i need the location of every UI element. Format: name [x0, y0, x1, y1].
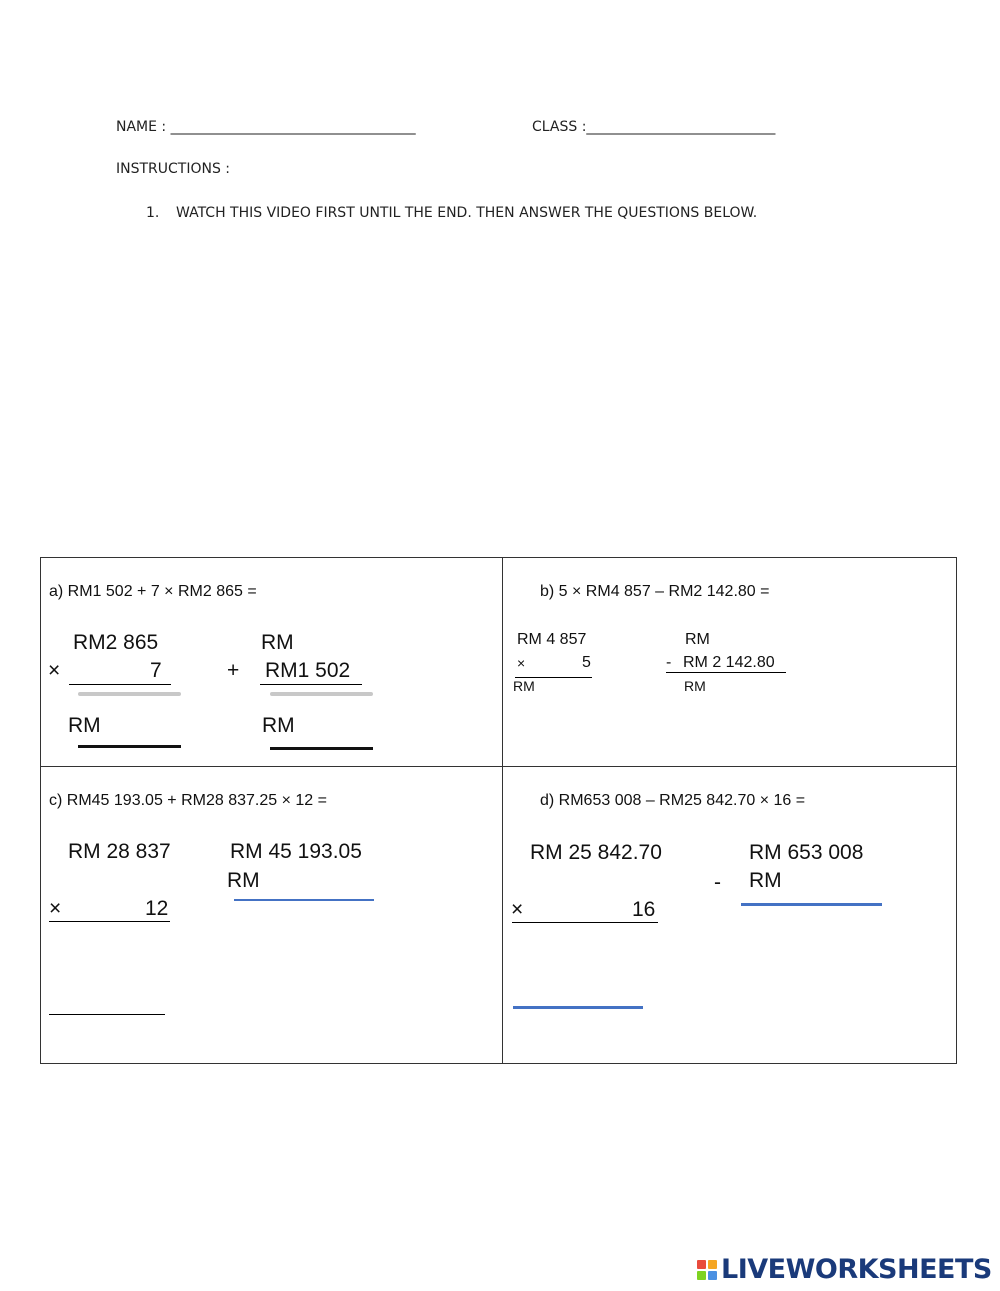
liveworksheets-logo	[697, 1254, 992, 1285]
question-a-mult-factor: 7	[150, 659, 162, 682]
question-b-mult-operator: ×	[517, 655, 526, 671]
question-b-sub-underline	[666, 672, 786, 673]
logo-square-blue	[708, 1271, 717, 1280]
question-b-sub-top: RM	[685, 631, 710, 648]
question-a-mult-answer-box[interactable]	[78, 692, 181, 696]
question-d-mult-underline	[512, 922, 658, 923]
question-grid	[40, 557, 957, 1064]
question-b-sub-operator: -	[666, 654, 672, 671]
question-a-mult-result: RM	[68, 714, 101, 737]
question-d-mult-operator: ×	[511, 898, 524, 921]
question-a-add-answer-box[interactable]	[270, 692, 373, 696]
instruction-1-number: 1.	[146, 205, 160, 221]
question-a-mult-result-line	[78, 745, 181, 748]
name-field-label: NAME : ___________________________________	[116, 119, 416, 135]
question-b-sub-result[interactable]: RM	[684, 678, 706, 694]
class-field-label: CLASS :___________________________	[532, 119, 776, 135]
grid-vertical-divider	[502, 557, 503, 1064]
question-a-add-operator: +	[227, 659, 240, 682]
question-d-mult-answer-line[interactable]	[513, 1006, 643, 1009]
question-c-mult-factor: 12	[145, 897, 169, 920]
logo-square-green	[697, 1271, 706, 1280]
question-c-prompt: c) RM45 193.05 + RM28 837.25 × 12 =	[49, 792, 327, 809]
logo-mark-icon	[697, 1260, 717, 1280]
question-c-add-answer-line[interactable]	[234, 899, 374, 901]
question-a-add-top: RM	[261, 631, 294, 654]
question-b-prompt: b) 5 × RM4 857 – RM2 142.80 =	[540, 583, 770, 600]
question-a-add-underline	[260, 684, 362, 685]
question-c-mult-operator: ×	[49, 897, 62, 920]
instruction-1-text: WATCH THIS VIDEO FIRST UNTIL THE END. THEN ANSWER THE QUESTIONS BELOW.	[176, 205, 758, 221]
question-c-add-top: RM 45 193.05	[230, 840, 362, 863]
question-a-add-second: RM1 502	[265, 659, 351, 682]
question-a-add-result-line	[270, 747, 373, 750]
logo-square-orange	[708, 1260, 717, 1269]
question-c-mult-answer-line[interactable]	[49, 1014, 165, 1015]
question-a-mult-operator: ×	[48, 659, 61, 682]
question-d-mult-top: RM 25 842.70	[530, 841, 662, 864]
question-d-sub-operator: -	[714, 871, 721, 894]
question-c-add-second: RM	[227, 869, 260, 892]
question-b-mult-top: RM 4 857	[517, 631, 587, 648]
question-b-sub-second: RM 2 142.80	[683, 654, 775, 671]
logo-square-red	[697, 1260, 706, 1269]
question-d-sub-second: RM	[749, 869, 782, 892]
grid-horizontal-divider	[40, 766, 957, 767]
question-b-mult-result[interactable]: RM	[513, 678, 535, 694]
question-c-mult-top: RM 28 837	[68, 840, 171, 863]
question-d-prompt: d) RM653 008 – RM25 842.70 × 16 =	[540, 792, 806, 809]
question-d-sub-top: RM 653 008	[749, 841, 864, 864]
question-a-add-result: RM	[262, 714, 295, 737]
question-a-mult-top: RM2 865	[73, 631, 159, 654]
question-b-mult-factor: 5	[582, 654, 591, 671]
question-a-prompt: a) RM1 502 + 7 × RM2 865 =	[49, 583, 257, 600]
question-c-mult-underline	[49, 921, 170, 922]
instructions-label: INSTRUCTIONS :	[116, 161, 231, 177]
question-a-mult-underline	[69, 684, 171, 685]
question-d-mult-factor: 16	[632, 898, 656, 921]
logo-text: LIVEWORKSHEETS	[721, 1254, 992, 1285]
question-d-sub-answer-line[interactable]	[741, 903, 882, 906]
